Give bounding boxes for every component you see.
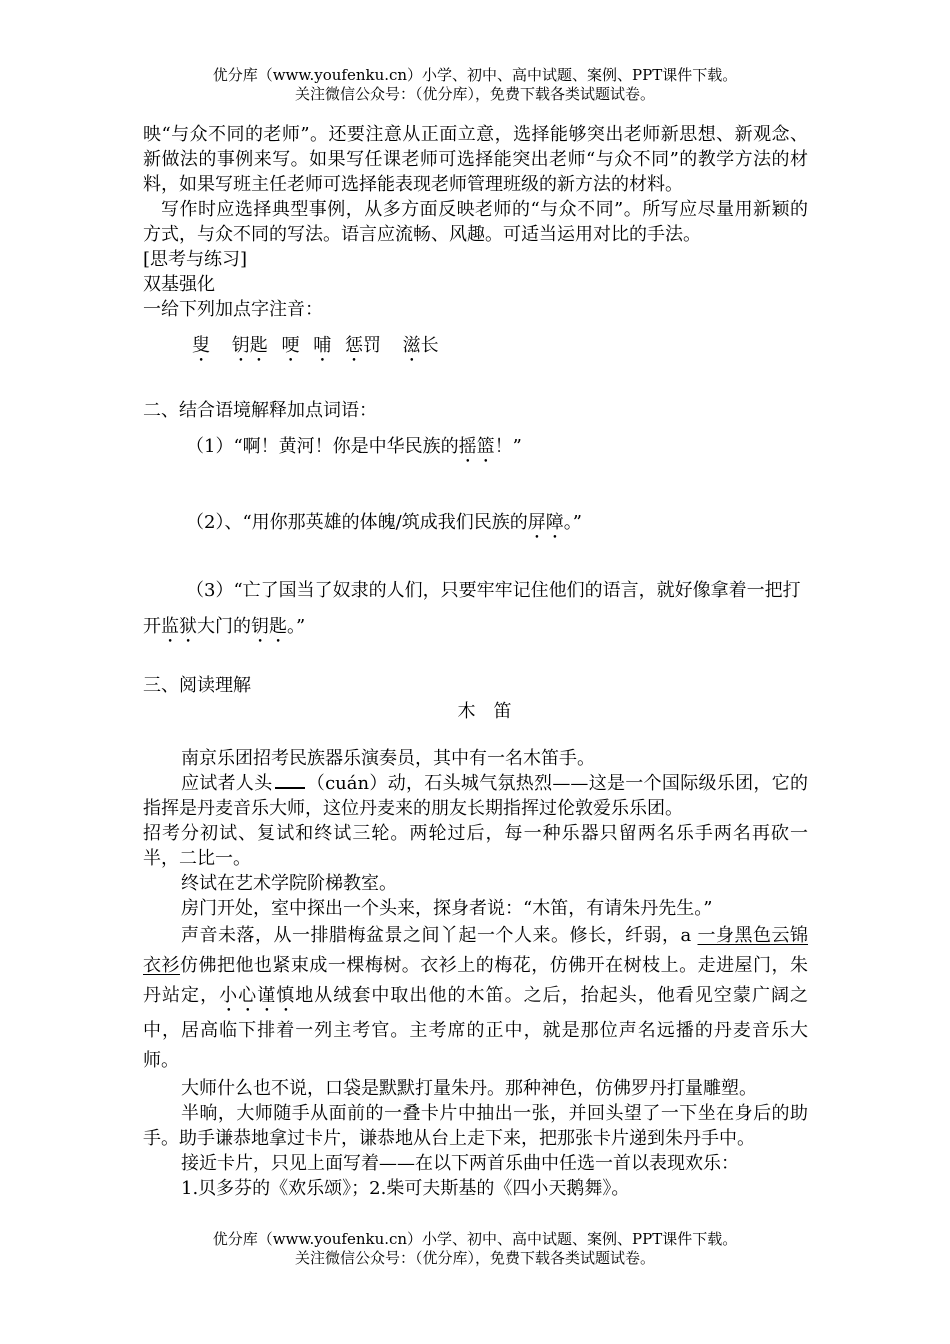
q2-1-dotted-word: 摇篮 (458, 436, 495, 457)
q2-3-text-end: 。” (287, 616, 306, 637)
story-paragraph: 接近卡片，只见上面写着——在以下两首乐曲中任选一首以表现欢乐： (181, 1153, 739, 1174)
story-paragraph: 半晌，大师随手从面前的一叠卡片中抽出一张，并回头望了一下坐在身后的助手。助手谦恭地拿过卡片，谦恭地从台上走下来，把那张卡片递到朱丹手中。 (143, 1103, 808, 1149)
question-3-title: 三、阅读理解 (143, 675, 251, 696)
story-text: 应试者人头 (181, 773, 273, 794)
story-paragraph: 大师什么也不说，口袋是默默打量朱丹。那种神色，仿佛罗丹打量雕塑。 (181, 1078, 757, 1099)
question-2-item-3 (143, 573, 808, 647)
q2-3-dotted-word-2: 钥匙 (251, 616, 287, 637)
story-paragraph: 南京乐团招考民族器乐演奏员，其中有一名木笛手。 (181, 748, 595, 769)
story-paragraph: 招考分初试、复试和终试三轮。两轮过后，每一种乐器只留两名乐手两名再砍一半，二比一。 (143, 823, 808, 869)
page-footer (0, 1230, 950, 1268)
practice-heading: [思考与练习] (143, 249, 248, 270)
q1-word: 哺 (313, 335, 332, 356)
header-line-2: 关注微信公众号：（优分库），免费下载各类试题试卷。 (294, 85, 655, 103)
story-paragraph: 1.贝多芬的《欢乐颂》；2.柴可夫斯基的《四小天鹅舞》。 (181, 1178, 630, 1199)
question-1-title: 一给下列加点字注音： (143, 299, 323, 320)
intro-paragraph-2: 写作时应选择典型事例，从多方面反映老师的“与众不同”。所写应尽量用新颖的方式，与众不同的写法。语言应流畅、风趣。可适当运用对比的手法。 (143, 199, 808, 245)
story-paragraph (143, 771, 808, 821)
q2-2-text-end: 。” (563, 512, 582, 533)
q1-word: 惩罚 (344, 335, 381, 356)
story-text: （cuán）动，石头城气氛热烈——这是一个国际级乐团，它的指挥是丹麦音乐大师，这位丹麦来的朋友长期指挥过伦敦爱乐乐团。 (143, 773, 808, 819)
story-paragraph: 终试在艺术学院阶梯教室。 (181, 873, 397, 894)
q2-2-dotted-word: 屏障 (527, 512, 564, 533)
story-text: 声音未落，从一排腊梅盆景之间丫起一个人来。修长，纤弱，a (181, 925, 698, 946)
q2-3-text-mid: 大门的 (197, 616, 251, 637)
question-2-item-2 (186, 510, 808, 543)
q1-word: 滋长 (402, 335, 439, 356)
intro-section (143, 122, 808, 322)
story-paragraph (143, 921, 808, 1076)
q1-word: 钥匙 (231, 335, 268, 356)
footer-line-2: 关注微信公众号：（优分库），免费下载各类试题试卷。 (294, 1249, 655, 1267)
underlined-phrase: 一身黑色云锦衣衫 (143, 925, 809, 976)
q1-word: 叟 (192, 335, 210, 356)
q1-word: 哽 (281, 335, 300, 356)
q2-1-text: （1）“啊！黄河！你是中华民族的 (186, 436, 459, 457)
page-header (0, 66, 950, 104)
intro-paragraph-1: 映“与众不同的老师”。还要注意从正面立意，选择能够突出老师新思想、新观念、新做法的事例来写。如果写任课老师可选择能突出老师“与众不同”的教学方法的材料，如果写班主任老师可选择能表现老师管理班级的新方法的材料。 (143, 124, 808, 195)
dotted-phrase: 小心谨慎 (219, 985, 296, 1006)
story-paragraph: 房门开处，室中探出一个头来，探身者说：“木笛，有请朱丹先生。” (181, 898, 713, 919)
question-1-words (192, 333, 692, 366)
practice-subheading: 双基强化 (143, 274, 215, 295)
q2-3-text: （3）“亡了国当了奴隶的人们，只要牢牢记住他们的语言，就好像拿着一把打开 (143, 580, 801, 637)
q2-2-text: （2）、“用你那英雄的体魄/筑成我们民族的 (186, 512, 528, 533)
story-text: 仿佛把他也紧束成一棵梅树。衣衫上的梅花，仿佛开在树枝上。走进屋门，朱丹站定， (143, 955, 809, 1006)
question-2-item-1 (186, 434, 808, 467)
q2-3-dotted-word-1: 监狱 (161, 616, 197, 637)
question-2-title: 二、结合语境解释加点词语： (143, 400, 377, 421)
story-body (143, 746, 808, 1201)
fill-blank (275, 771, 305, 789)
q2-1-text-end: ！” (494, 436, 522, 457)
story-text: 地从绒套中取出他的木笛。之后，抬起头，他看见空蒙广阔之中，居高临下排着一列主考官。主考席的正中，就是那位声名远播的丹麦音乐大师。 (143, 985, 809, 1071)
story-title: 木笛 (457, 701, 530, 722)
header-line-1: 优分库（www.youfenku.cn）小学、初中、高中试题、案例、PPT课件下载。 (212, 66, 738, 84)
footer-line-1: 优分库（www.youfenku.cn）小学、初中、高中试题、案例、PPT课件下载。 (212, 1230, 738, 1248)
